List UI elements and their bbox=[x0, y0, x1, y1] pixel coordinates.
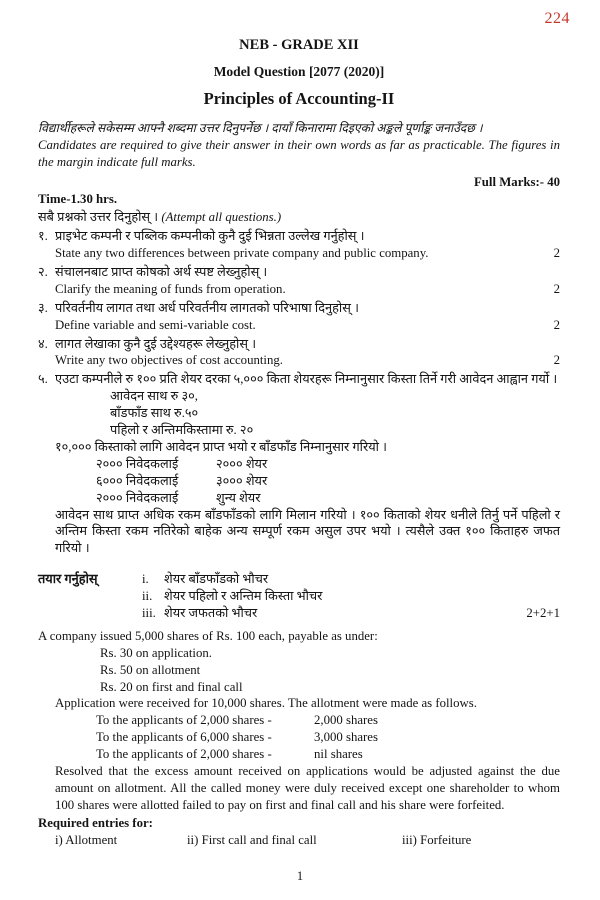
item-text: शेयर बाँडफाँडको भौचर bbox=[164, 572, 269, 587]
shares: 2,000 shares bbox=[314, 713, 378, 728]
question-marks: 2 bbox=[553, 353, 560, 368]
attempt-note-nepali: सबै प्रश्नको उत्तर दिनुहोस् । bbox=[38, 210, 159, 225]
question5-closing-nepali: आवेदन साथ प्राप्त अधिक रकम बाँडफाँडको लागि मिलान गरियो । १०० किताको शेयर धनीले तिर्नु पर्ने पहिलो र अन्तिम किस्ता रकम नतिरेको बाहेक अन्य सम्पूर्ण रकम असुल उपर भयो । त्यसैले उक्त १०० किताहरु जफत गरियो । bbox=[55, 507, 560, 556]
instruction-english: Candidates are required to give their answer in their own words as far as practicable. The figures in the margin indicate full marks. bbox=[38, 137, 560, 169]
shares: शुन्य शेयर bbox=[216, 490, 261, 505]
model-question-title: Model Question [2077 (2020)] bbox=[213, 64, 385, 80]
question-5 bbox=[38, 371, 560, 848]
payment-term-nepali: पहिलो र अन्तिमकिस्तामा रु. २० bbox=[110, 423, 254, 438]
required-entries-label: Required entries for: bbox=[38, 815, 153, 830]
allotment-row-english bbox=[38, 746, 560, 763]
item-roman: i. bbox=[142, 572, 149, 587]
payment-term-nepali: बाँडफाँड साथ रु.५० bbox=[110, 406, 199, 421]
question-number: २. bbox=[38, 265, 48, 280]
question-marks: 2 bbox=[553, 317, 560, 332]
required-item: ii) First call and final call bbox=[187, 832, 317, 847]
question-text-english: Define variable and semi-variable cost. bbox=[55, 317, 256, 332]
applicants: ६००० निवेदकलाई bbox=[96, 473, 179, 488]
required-item: iii) Forfeiture bbox=[402, 832, 472, 847]
shares: 3,000 shares bbox=[314, 730, 378, 745]
question-number: ४. bbox=[38, 336, 48, 351]
item-text: शेयर जफतको भौचर bbox=[164, 605, 258, 620]
prepare-item bbox=[142, 571, 560, 588]
required-item: i) Allotment bbox=[55, 832, 118, 847]
page-number-top: 224 bbox=[544, 10, 570, 27]
payment-term-nepali: आवेदन साथ रु ३०, bbox=[110, 389, 198, 404]
question5-marks: 2+2+1 bbox=[526, 605, 560, 620]
question-text-english: State any two differences between private company and public company. bbox=[55, 246, 429, 261]
shares: nil shares bbox=[314, 747, 363, 762]
question-number: ५. bbox=[38, 372, 48, 387]
question-number: ३. bbox=[38, 300, 48, 315]
applicants: २००० निवेदकलाई bbox=[96, 490, 179, 505]
question-text-nepali: संचालनबाट प्राप्त कोषको अर्थ स्पष्ट लेख्नुहोस् । bbox=[55, 265, 268, 280]
item-text: शेयर पहिलो र अन्तिम किस्ता भौचर bbox=[164, 589, 323, 604]
preamble bbox=[38, 120, 560, 171]
question-3 bbox=[38, 300, 560, 334]
instruction-nepali: विद्यार्थीहरूले सकेसम्म आफ्नै शब्दमा उत्तर दिनुपर्नेछ । दायाँ किनारामा दिइएको अङ्कले पूर्णाङ्क जनाउँदछ । bbox=[38, 120, 483, 135]
question-number: १. bbox=[38, 229, 48, 244]
question-marks: 2 bbox=[553, 246, 560, 261]
prepare-item bbox=[142, 605, 560, 622]
question-text-nepali: लागत लेखाका कुनै दुई उद्देश्यहरू लेख्नुहोस् । bbox=[55, 336, 257, 351]
prepare-label: तयार गर्नुहोस् bbox=[38, 572, 98, 587]
prepare-section bbox=[38, 571, 560, 622]
question-4 bbox=[38, 336, 560, 370]
allotment-row-english bbox=[38, 712, 560, 729]
page-number-bottom: 1 bbox=[296, 868, 304, 883]
question5-intro-nepali: एउटा कम्पनीले रु १०० प्रति शेयर दरका ५,००० किता शेयरहरू निम्नानुसार किस्ता तिर्ने गरी आवेदन आह्वान गर्यो । bbox=[55, 372, 558, 387]
applicants: To the applicants of 2,000 shares - bbox=[96, 747, 272, 762]
header bbox=[38, 36, 560, 110]
attempt-note-english: (Attempt all questions.) bbox=[161, 210, 282, 225]
full-marks: Full Marks:- 40 bbox=[473, 174, 560, 189]
allotment-row-nepali bbox=[38, 473, 560, 490]
question-2 bbox=[38, 264, 560, 298]
payment-term-english: Rs. 50 on allotment bbox=[100, 662, 201, 677]
exam-board-title: NEB - GRADE XII bbox=[239, 37, 359, 53]
question-text-nepali: परिवर्तनीय लागत तथा अर्ध परिवर्तनीय लागतको परिभाषा दिनुहोस् । bbox=[55, 300, 359, 315]
question-1 bbox=[38, 228, 560, 262]
shares: २००० शेयर bbox=[216, 456, 268, 471]
question-text-english: Write any two objectives of cost accounting. bbox=[55, 353, 283, 368]
allotment-row-english bbox=[38, 729, 560, 746]
applicants: २००० निवेदकलाई bbox=[96, 456, 179, 471]
application-line-nepali: १०,००० किस्ताको लागि आवेदन प्राप्त भयो र बाँडफाँड निम्नानुसार गरियो । bbox=[55, 439, 388, 454]
item-roman: ii. bbox=[142, 589, 153, 604]
payment-term-english: Rs. 30 on application. bbox=[100, 645, 212, 660]
time-allowed: Time-1.30 hrs. bbox=[38, 192, 118, 207]
item-roman: iii. bbox=[142, 605, 156, 620]
q5-english-intro: A company issued 5,000 shares of Rs. 100 each, payable as under: bbox=[38, 628, 378, 643]
applicants: To the applicants of 6,000 shares - bbox=[96, 730, 272, 745]
resolution-paragraph: Resolved that the excess amount received on applications would be adjusted against the due amount on allotment. All the called money were duly received except one shareholder to whom 100 shares were allotted failed to pay on first and final call and his share were forfeited. bbox=[55, 763, 560, 812]
required-entries bbox=[38, 832, 560, 849]
payment-term-english: Rs. 20 on first and final call bbox=[100, 679, 243, 694]
question-text-nepali: प्राइभेट कम्पनी र पब्लिक कम्पनीको कुनै दुई भिन्नता उल्लेख गर्नुहोस् । bbox=[55, 229, 365, 244]
question-text-english: Clarify the meaning of funds from operation. bbox=[55, 281, 286, 296]
subject-title: Principles of Accounting-II bbox=[203, 88, 395, 108]
allotment-row-nepali bbox=[38, 490, 560, 507]
allotment-row-nepali bbox=[38, 456, 560, 473]
shares: ३००० शेयर bbox=[216, 473, 268, 488]
prepare-item bbox=[142, 588, 560, 605]
application-line-english: Application were received for 10,000 shares. The allotment were made as follows. bbox=[55, 696, 477, 711]
question5-english bbox=[38, 628, 560, 849]
applicants: To the applicants of 2,000 shares - bbox=[96, 713, 272, 728]
attempt-note bbox=[38, 209, 560, 226]
question-marks: 2 bbox=[553, 281, 560, 296]
